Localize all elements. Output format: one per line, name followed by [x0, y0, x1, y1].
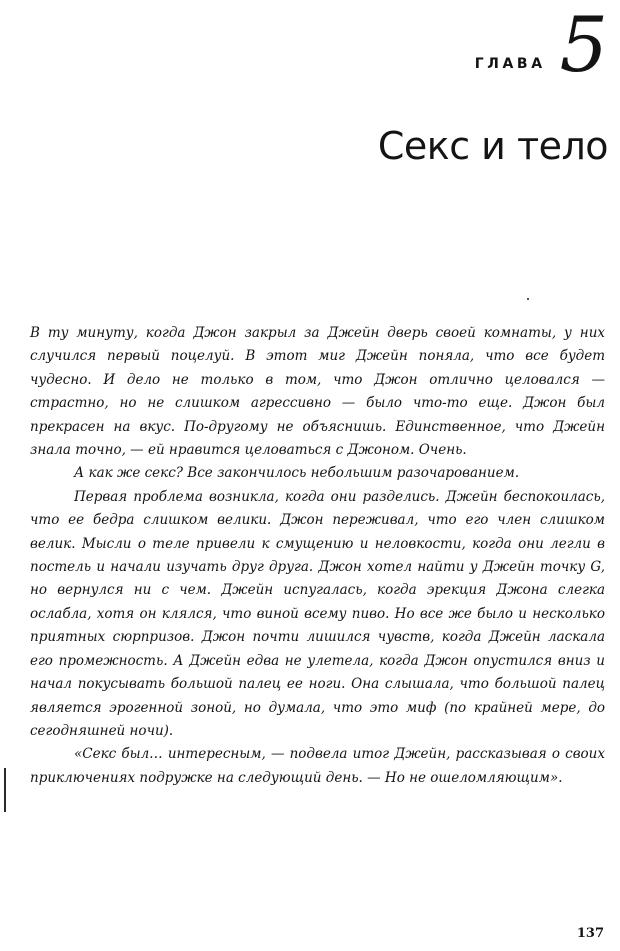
paragraph: А как же секс? Все закончилось небольшим разочарованием. — [74, 465, 520, 482]
paragraph: Первая проблема возникла, когда они разделись. Джейн беспокоилась, что ее бедра слишком велики. Джон переживал, что его член слишком велик. Мысли о теле привели к смущению и неловкости, когда они легли в постель и начали изучать друг друга. Джон хотел найти у Джейн точку G, но вернулся ни с чем. Джейн испугалась, когда эрекция Джона слегка ослабла, хотя он клялся, что виной всему пиво. Но все же было и несколько приятных сюрпризов. Джон почти лишился чувств, когда Джейн ласкала его промежность. А Джейн едва не улетела, когда Джон опустился вниз и начал покусывать большой палец ее ноги. Она слышала, что большой палец является эрогенной зоной, но думала, что это миф (по крайней мере, до сегодняшней ночи). — [30, 488, 605, 739]
body-text — [30, 322, 605, 790]
chapter-label: ГЛАВА — [474, 56, 546, 72]
page-number: 137 — [576, 926, 604, 941]
margin-mark — [4, 768, 6, 812]
paragraph: В ту минуту, когда Джон закрыл за Джейн дверь своей комнаты, у них случился первый поцелуй. В этот миг Джейн поняла, что все будет чудесно. И дело не только в том, что Джон отлично целовался — страстно, но не слишком агрессивно — было что-то еще. Джон был прекрасен на вкус. По-другому не объяснишь. Единственное, что Джейн знала точно, — ей нравится целоваться с Джоном. Очень. — [30, 325, 605, 459]
scan-speck — [527, 298, 529, 300]
chapter-title: Секс и тело — [377, 124, 608, 168]
chapter-number: 5 — [559, 0, 608, 89]
paragraph: «Секс был… интересным, — подвела итог Джейн, рассказывая о своих приключениях подружке на следующий день. — Но не ошеломляющим». — [30, 746, 605, 786]
chapter-header — [474, 0, 608, 89]
